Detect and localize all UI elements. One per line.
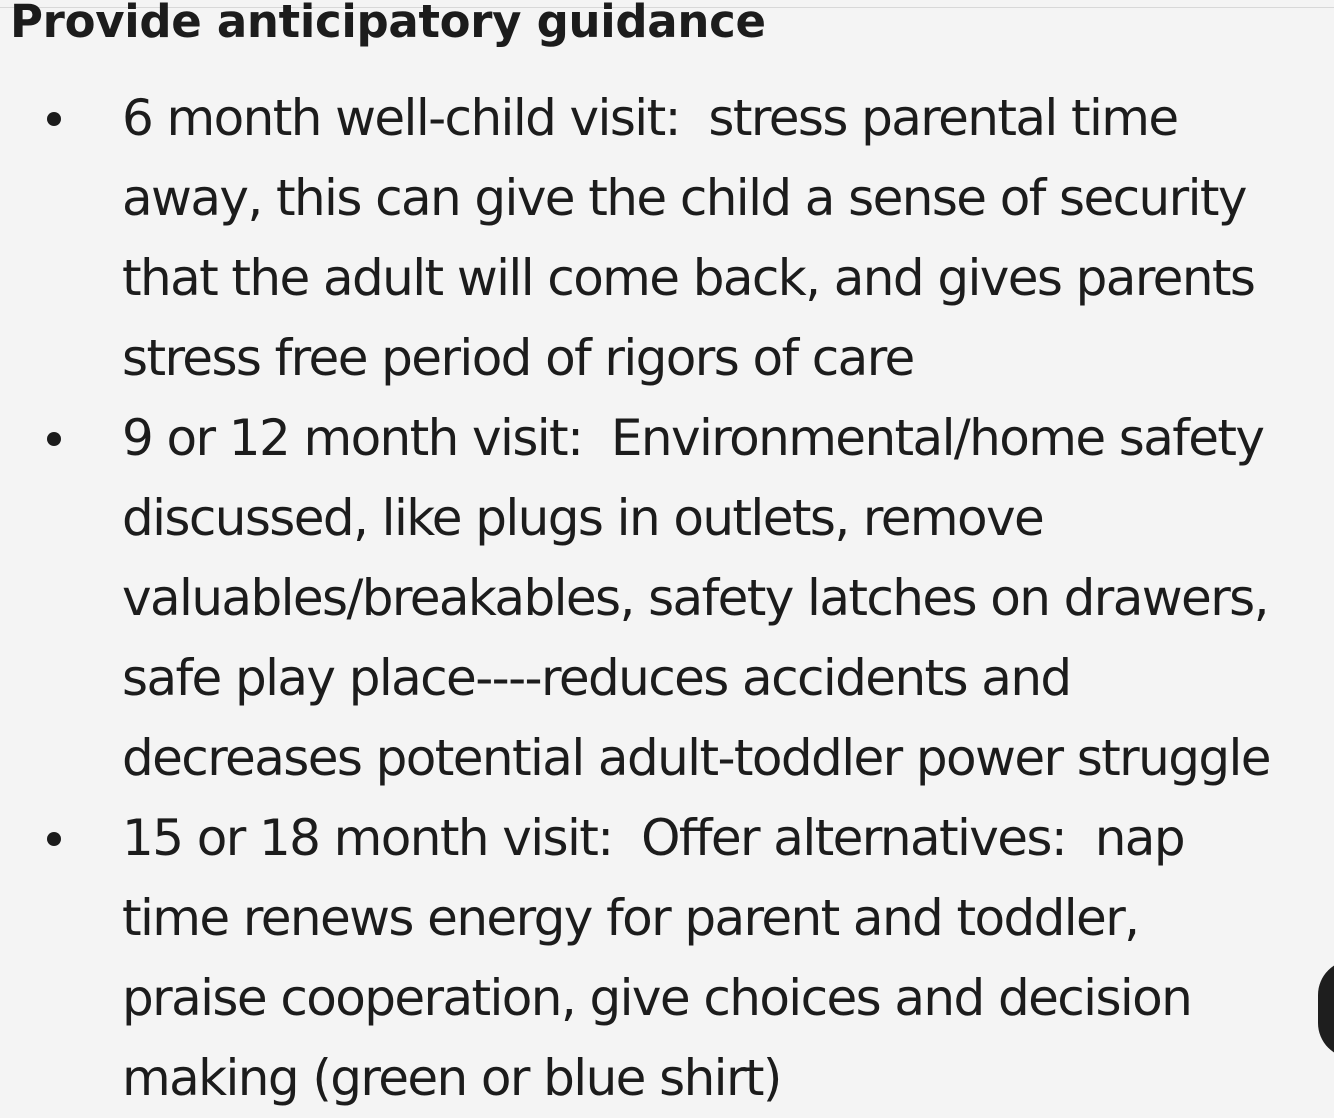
bullet-dot-icon: [47, 832, 61, 846]
bullet-text: 15 or 18 month visit: Offer alternatives: nap time renews energy for parent and toddler, praise cooperation, give choices and decision making (green or blue shirt): [122, 809, 1192, 1107]
slide-heading: Provide anticipatory guidance: [10, 0, 766, 48]
bullet-text: 6 month well-child visit: stress parental time away, this can give the child a sense of security that the adult will come back, and gives parents stress free period of rigors of care: [122, 89, 1255, 387]
bullet-item-9-12-month: [0, 398, 1322, 798]
bullet-dot-icon: [47, 432, 61, 446]
bullet-item-6-month: [0, 78, 1322, 398]
bullet-list: [0, 78, 1334, 1118]
bullet-item-15-18-month: [0, 798, 1322, 1118]
bullet-dot-icon: [47, 112, 61, 126]
bullet-text: 9 or 12 month visit: Environmental/home safety discussed, like plugs in outlets, remove valuables/breakables, safety latches on drawers, safe play place----reduces accidents and decreases potential adult-toddler power struggle: [122, 409, 1270, 787]
